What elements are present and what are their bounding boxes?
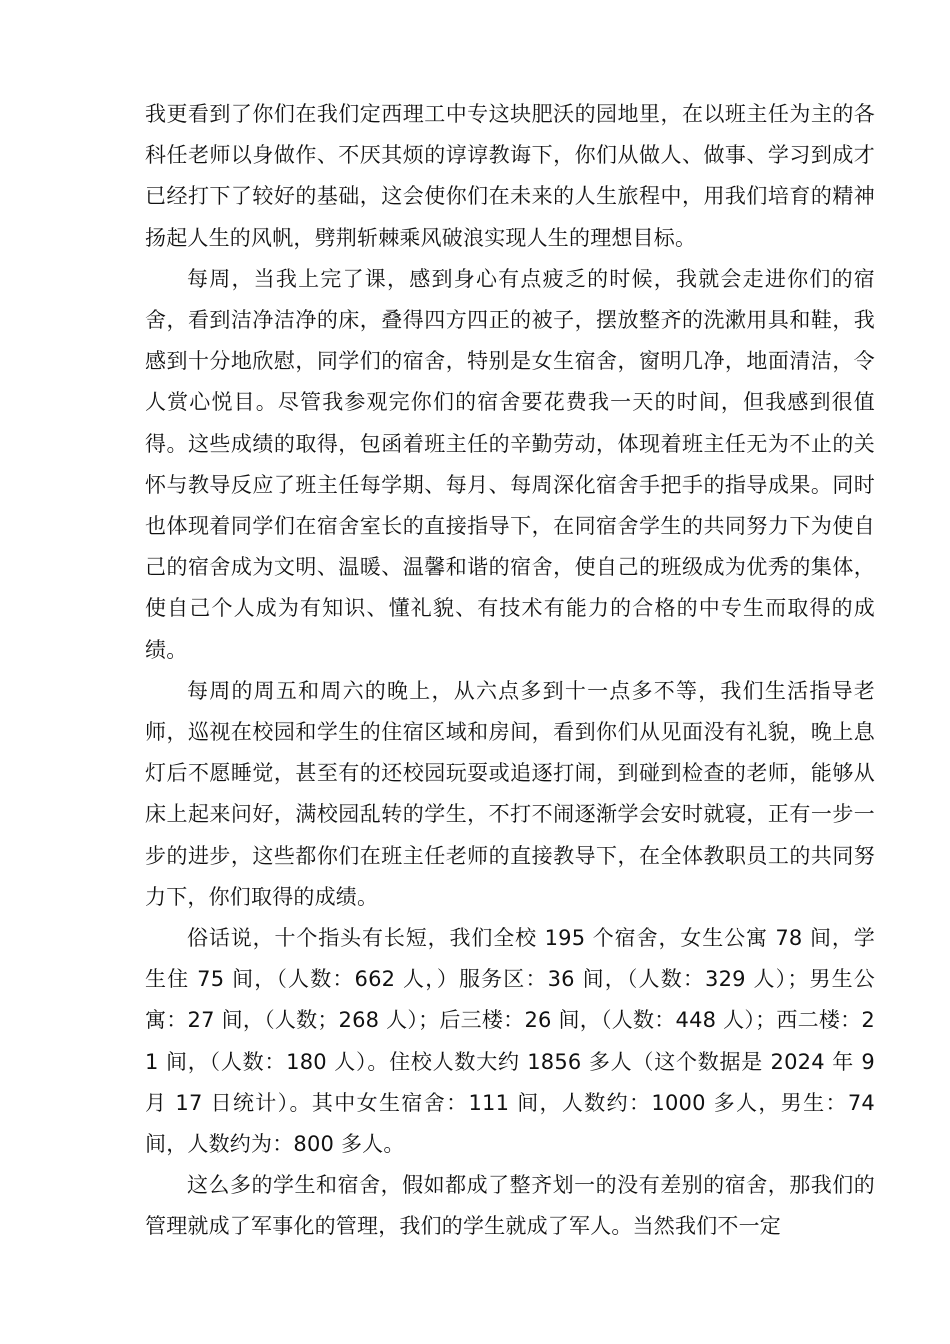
- paragraph-4: 俗话说，十个指头有长短，我们全校 195 个宿舍，女生公寓 78 间，学生住 75 间，（人数：662 人，）服务区：36 间，（人数：329 人）；男生公寓：27 间，（人数；268 人）；后三楼：26 间，（人数：448 人）；西二楼：21 间，（人数：180 人）。住校人数大约 1856 多人（这个数据是 2024 年 9 月 17 日统计）。其中女生宿舍：111 间，人数约：1000 多人，男生：74 间，人数约为：800 多人。: [145, 926, 875, 1157]
- paragraph-5: 这么多的学生和宿舍，假如都成了整齐划一的没有差别的宿舍，那我们的管理就成了军事化的管理，我们的学生就成了军人。当然我们不一定: [145, 1173, 875, 1239]
- body-text: [145, 94, 875, 1248]
- paragraph-1: 我更看到了你们在我们定西理工中专这块肥沃的园地里，在以班主任为主的各科任老师以身做作、不厌其烦的谆谆教诲下，你们从做人、做事、学习到成才已经打下了较好的基础，这会使你们在未来的人生旅程中，用我们培育的精神扬起人生的风帆，劈荆斩棘乘风破浪实现人生的理想目标。: [145, 102, 875, 250]
- paragraph-3: 每周的周五和周六的晚上，从六点多到十一点多不等，我们生活指导老师，巡视在校园和学生的住宿区域和房间，看到你们从见面没有礼貌，晚上息灯后不愿睡觉，甚至有的还校园玩耍或追逐打闹，到碰到检查的老师，能够从床上起来问好，满校园乱转的学生，不打不闹逐渐学会安时就寝，正有一步一步的进步，这些都你们在班主任老师的直接教导下，在全体教职员工的共同努力下，你们取得的成绩。: [145, 678, 875, 909]
- paragraph-2: 每周，当我上完了课，感到身心有点疲乏的时候，我就会走进你们的宿舍，看到洁净洁净的床，叠得四方四正的被子，摆放整齐的洗漱用具和鞋，我感到十分地欣慰，同学们的宿舍，特别是女生宿舍，窗明几净，地面清洁，令人赏心悦目。尽管我参观完你们的宿舍要花费我一天的时间，但我感到很值得。这些成绩的取得，包函着班主任的辛勤劳动，体现着班主任无为不止的关怀与教导反应了班主任每学期、每月、每周深化宿舍手把手的指导成果。同时也体现着同学们在宿舍室长的直接指导下，在同宿舍学生的共同努力下为使自己的宿舍成为文明、温暖、温馨和谐的宿舍，使自己的班级成为优秀的集体，使自己个人成为有知识、懂礼貌、有技术有能力的合格的中专生而取得的成绩。: [145, 266, 875, 662]
